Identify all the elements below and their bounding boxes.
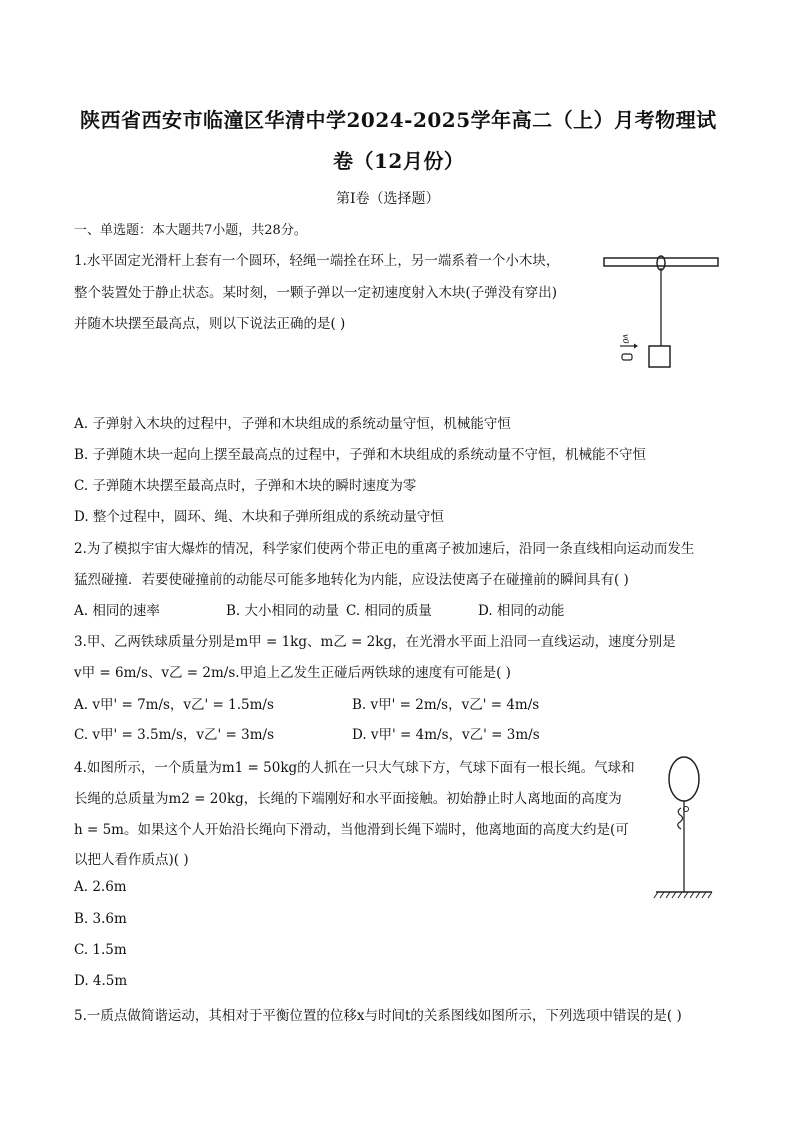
q3-stem-line1: 3.甲、乙两铁球质量分别是m甲 = 1kg、m乙 = 2kg，在光滑水平面上沿同一直线运动，速度分别是 bbox=[74, 634, 676, 650]
q1-figure-label: v0 bbox=[621, 334, 630, 344]
q4-option-c: C. 1.5m bbox=[74, 942, 127, 958]
q1-stem-line3: 并随木块摆至最高点，则以下说法正确的是( ) bbox=[74, 316, 346, 332]
q3-option-b: B. v甲' = 2m/s，v乙' = 4m/s bbox=[352, 697, 540, 713]
page-title-line2: 卷（12月份） bbox=[333, 149, 465, 173]
q2-stem-line2: 猛烈碰撞．若要使碰撞前的动能尽可能多地转化为内能，应设法使离子在碰撞前的瞬间具有( ) bbox=[74, 572, 629, 588]
q1-stem-line2: 整个装置处于静止状态。某时刻，一颗子弹以一定初速度射入木块(子弹没有穿出) bbox=[74, 285, 558, 301]
q4-option-a: A. 2.6m bbox=[74, 879, 127, 895]
q4-figure-balloon-rope bbox=[650, 752, 715, 902]
q1-option-d: D. 整个过程中，圆环、绳、木块和子弹所组成的系统动量守恒 bbox=[74, 509, 444, 525]
q1-option-b: B. 子弹随木块一起向上摆至最高点的过程中，子弹和木块组成的系统动量不守恒，机械能不守恒 bbox=[74, 447, 647, 463]
q4-stem-line4: 以把人看作质点)( ) bbox=[74, 852, 189, 868]
q3-stem-line2: v甲 = 6m/s、v乙 = 2m/s.甲追上乙发生正碰后两铁球的速度有可能是( ) bbox=[74, 665, 511, 681]
q2-option-d: D. 相同的动能 bbox=[478, 603, 565, 619]
q3-option-c: C. v甲' = 3.5m/s，v乙' = 3m/s bbox=[74, 727, 275, 743]
q1-stem-line1: 1.水平固定光滑杆上套有一个圆环，轻绳一端拴在环上，另一端系着一个小木块， bbox=[74, 253, 560, 269]
q2-stem-line1: 2.为了模拟宇宙大爆炸的情况，科学家们使两个带正电的重离子被加速后，沿同一条直线相向运动而发生 bbox=[74, 541, 695, 557]
q4-stem-line2: 长绳的总质量为m2 = 20kg，长绳的下端刚好和水平面接触。初始静止时人离地面的高度为 bbox=[74, 791, 622, 807]
q2-option-b: B. 大小相同的动量 bbox=[226, 603, 340, 619]
q2-option-c: C. 相同的质量 bbox=[346, 603, 432, 619]
q1-option-a: A. 子弹射入木块的过程中，子弹和木块组成的系统动量守恒，机械能守恒 bbox=[74, 416, 511, 432]
q4-option-d: D. 4.5m bbox=[74, 973, 128, 989]
volume-heading: 第Ⅰ卷（选择题） bbox=[336, 191, 440, 207]
q1-option-c: C. 子弹随木块摆至最高点时，子弹和木块的瞬时速度为零 bbox=[74, 478, 417, 494]
q4-stem-line3: h = 5m。如果这个人开始沿长绳向下滑动，当他滑到长绳下端时，他离地面的高度大约是(可 bbox=[74, 822, 629, 838]
section-heading: 一、单选题：本大题共7小题，共28分。 bbox=[74, 223, 307, 238]
q4-option-b: B. 3.6m bbox=[74, 911, 127, 927]
q3-option-d: D. v甲' = 4m/s，v乙' = 3m/s bbox=[352, 727, 540, 743]
q2-option-a: A. 相同的速率 bbox=[74, 603, 160, 619]
q3-option-a: A. v甲' = 7m/s，v乙' = 1.5m/s bbox=[74, 697, 274, 713]
q1-figure-rod-ring-block bbox=[600, 250, 725, 375]
q4-stem-line1: 4.如图所示，一个质量为m1 = 50kg的人抓在一只大气球下方，气球下面有一根长绳。气球和 bbox=[74, 760, 635, 776]
page-title: 陕西省西安市临潼区华清中学2024-2025学年高二（上）月考物理试 bbox=[80, 108, 717, 132]
q5-stem-line1: 5.一质点做简谐运动，其相对于平衡位置的位移x与时间t的关系图线如图所示，下列选项中错误的是( ) bbox=[74, 1008, 682, 1024]
